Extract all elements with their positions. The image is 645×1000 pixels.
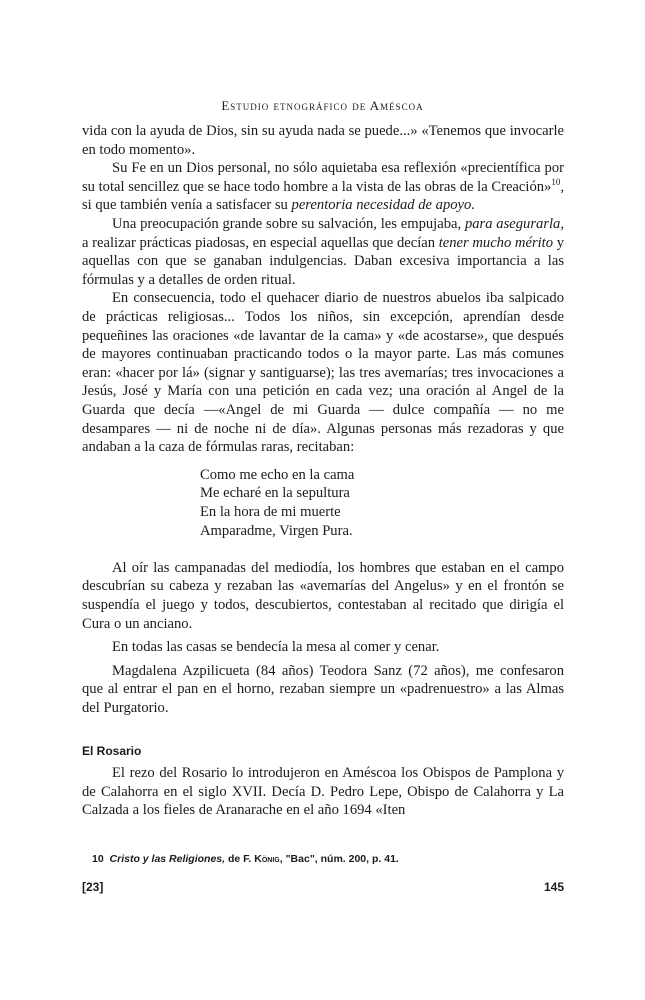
poem-line: Como me echo en la cama [200,466,355,483]
page-number: 145 [543,880,564,894]
paragraph-2-text-b: , si que también venía a satisfacer su [82,178,564,214]
paragraph-6: En todas las casas se bendecía la mesa al comer y cenar. [112,639,440,656]
paragraph-1: vida con la ayuda de Dios, sin su ayuda nada se puede...» «Tenemos que invocarle en todo momento». [82,123,564,158]
poem-line: En la hora de mi muerte [200,504,341,521]
footnote-reference: 10 [551,176,561,187]
folio-bracket-number: [23] [82,880,104,894]
body-text [82,122,564,820]
paragraph-2-emphasis: perentoria necesidad de apoyo. [291,197,475,214]
poem-block [200,466,564,541]
paragraph-4: En consecuencia, todo el quehacer diario de nuestros abuelos iba salpicado de prácticas religiosas... Todos los niños, sin excepción, aprendían desde pequeñines las oraciones «de lavantar de la cama» y «de acostarse», que después de mayores continuaban practicando todos o la mayor parte. Las más comunes eran: «hacer por lá» (signar y santiguarse); las tres avemarías; tres invocaciones a Jesús, José y María con una petición en cada vez; una oración al Angel de la Guarda que decía —«Angel de mi Guarda — dulce compañía — no me desampares — ni de noche ni de día». Algunas personas más rezadoras y que andaban a la caza de fórmulas raras, recitaban: [82,290,564,456]
paragraph-8: El rezo del Rosario lo introdujeron en Améscoa los Obispos de Pamplona y de Calahorra en el siglo XVII. Decía D. Pedro Lepe, Obispo de Calahorra y La Calzada a los fieles de Aranarache en el año 1694 «Iten [82,765,564,819]
paragraph-3-text-a: Una preocupación grande sobre su salvación, les empujaba, [112,215,465,232]
section-title: El Rosario [82,743,142,758]
footnote-author: König, [254,853,283,865]
footnote-de: de F. [225,853,255,865]
poem-line: Amparadme, Virgen Pura. [200,523,353,540]
footnote-number: 10 [92,853,104,865]
running-header: Estudio etnográfico de Améscoa [221,98,424,113]
poem-line: Me echaré en la sepultura [200,485,350,502]
paragraph-5: Al oír las campanadas del mediodía, los hombres que estaban en el campo descubrían su cabeza y rezaban las «avemarías del Angelus» y en el frontón se suspendía el juego y todos, descubiertos, contestaban al recitado que dirigía el Cura o un anciano. [82,559,564,632]
footnote-rest: "Bac", núm. 200, p. 41. [282,853,399,865]
paragraph-3-text-c: y aquellas con que se ganaban indulgencias. Daban excesiva importancia a las fórmulas y a detalles de orden ritual. [82,234,564,288]
paragraph-3-emphasis-2: tener mucho mérito [438,234,554,251]
paragraph-2 [82,159,564,215]
paragraph-3 [82,215,564,289]
paragraph-3-emphasis-1: para asegurarla, [464,215,565,232]
footnote [92,853,562,865]
paragraph-3-text-b: a realizar prácticas piadosas, en especial aquellas que decían [82,234,439,251]
paragraph-7: Magdalena Azpilicueta (84 años) Teodora Sanz (72 años), me confesaron que al entrar el pan en el horno, rezaban siempre un «padrenuestro» a las Almas del Purgatorio. [82,662,564,717]
footnote-title: Cristo y las Religiones, [109,853,226,865]
paragraph-2-text-a: Su Fe en un Dios personal, no sólo aquietaba esa reflexión «precientífica por su total sencillez que se hace todo hombre a la vista de las obras de la Creación» [82,160,564,195]
